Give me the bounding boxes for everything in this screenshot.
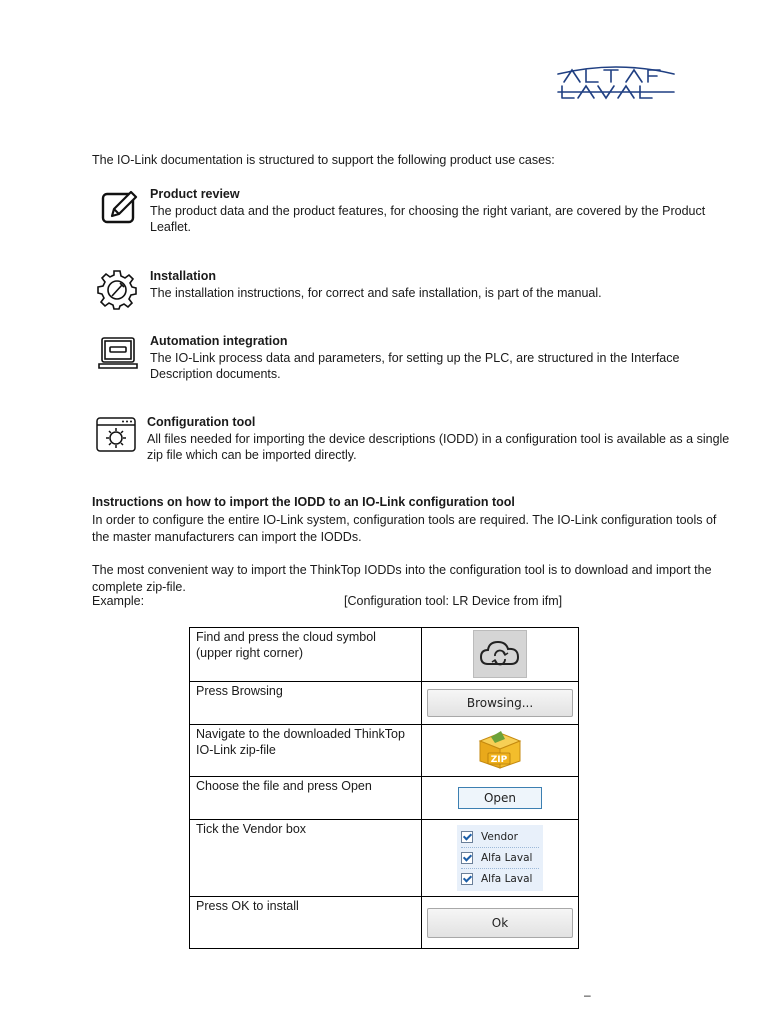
browsing-button[interactable]: Browsing... [427, 689, 573, 717]
paragraph: In order to configure the entire IO-Link system, configuration tools are required. The IO-Link configuration tools of the master manufacturers can import the IODDs. [92, 513, 717, 544]
zip-file-icon [475, 729, 525, 772]
step-image [422, 777, 579, 820]
vendor-checkbox-row[interactable] [461, 827, 539, 848]
steps-table [189, 627, 579, 949]
table-row [190, 820, 579, 897]
paragraph: The most convenient way to import the ThinkTop IODDs into the configuration tool is to download and import the complete zip-file. [92, 563, 712, 594]
use-case-title: Configuration tool [147, 415, 256, 429]
footer-mark: – [584, 988, 591, 1002]
step-image [422, 725, 579, 777]
use-case-description: The product data and the product features, for choosing the right variant, are covered by the Product Leaflet. [150, 203, 706, 234]
use-case-product-review [150, 186, 735, 236]
vendor-checklist [457, 825, 543, 891]
laptop-icon [97, 333, 139, 375]
checkbox-label: Vendor [481, 831, 518, 843]
use-case-automation-integration [150, 333, 735, 383]
open-button[interactable]: Open [458, 787, 542, 809]
intro-text: The IO-Link documentation is structured to support the following product use cases: [92, 153, 555, 167]
ok-button[interactable]: Ok [427, 908, 573, 938]
use-case-title: Automation integration [150, 334, 288, 348]
section-title: Instructions on how to import the IODD to an IO-Link configuration tool [92, 495, 515, 509]
vendor-checkbox-row[interactable] [461, 869, 539, 889]
checkbox-label: Alfa Laval [481, 873, 533, 885]
example-caption: [Configuration tool: LR Device from ifm] [344, 594, 563, 608]
use-case-configuration-tool [147, 414, 737, 464]
vendor-checkbox-row[interactable] [461, 848, 539, 869]
checkbox[interactable] [461, 852, 473, 864]
table-row [190, 682, 579, 725]
checkbox-label: Alfa Laval [481, 852, 533, 864]
use-case-installation [150, 268, 735, 301]
use-case-description: All files needed for importing the device descriptions (IODD) in a configuration tool is available as a single zip file which can be imported directly. [147, 431, 730, 462]
cloud-icon [473, 630, 527, 678]
step-image [422, 682, 579, 725]
step-text: Navigate to the downloaded ThinkTop IO-Link zip-file [190, 725, 422, 777]
step-text: Choose the file and press Open [190, 777, 422, 820]
config-window-icon [95, 415, 137, 457]
step-text: Press OK to install [190, 897, 422, 949]
gear-wrench-icon [96, 268, 138, 310]
use-case-description: The IO-Link process data and parameters, for setting up the PLC, are structured in the Interface Description documents. [150, 350, 680, 381]
use-case-description: The installation instructions, for correct and safe installation, is part of the manual. [150, 285, 602, 300]
step-image [422, 820, 579, 897]
step-text: Find and press the cloud symbol (upper right corner) [190, 628, 422, 682]
step-image [422, 628, 579, 682]
alfa-laval-logo [556, 62, 676, 102]
table-row [190, 897, 579, 949]
step-text: Press Browsing [190, 682, 422, 725]
table-row [190, 628, 579, 682]
example-label: Example: [92, 594, 145, 608]
step-image [422, 897, 579, 949]
use-case-title: Product review [150, 187, 240, 201]
step-text: Tick the Vendor box [190, 820, 422, 897]
edit-icon [98, 186, 140, 228]
zip-label: ZIP [490, 755, 508, 765]
table-row [190, 777, 579, 820]
use-case-title: Installation [150, 269, 216, 283]
checkbox[interactable] [461, 873, 473, 885]
checkbox[interactable] [461, 831, 473, 843]
table-row [190, 725, 579, 777]
